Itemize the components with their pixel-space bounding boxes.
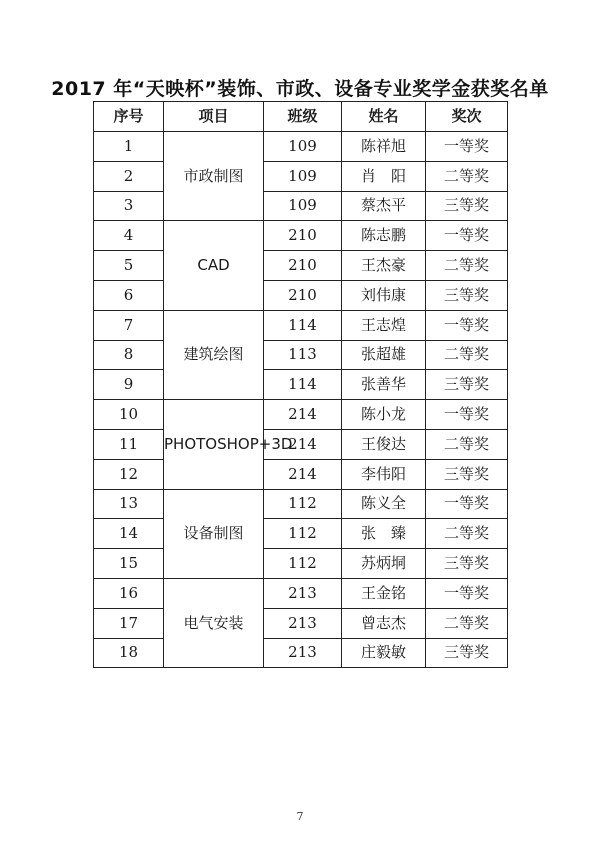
page-number: 7 [296, 810, 304, 823]
row-class: 213 [264, 638, 342, 668]
row-award: 二等奖 [426, 340, 508, 370]
table-row [94, 280, 508, 310]
row-no: 2 [94, 161, 164, 191]
project-cell: 电气安装 [164, 578, 264, 667]
row-no: 13 [94, 489, 164, 519]
row-name: 张善华 [342, 370, 426, 400]
table-row [94, 429, 508, 459]
row-class: 112 [264, 519, 342, 549]
row-no: 12 [94, 459, 164, 489]
row-name: 王俊达 [342, 429, 426, 459]
row-name: 张 臻 [342, 519, 426, 549]
project-cell: PHOTOSHOP+3D [164, 400, 264, 489]
header-row [94, 102, 508, 132]
header-name: 姓名 [342, 102, 426, 132]
row-no: 1 [94, 132, 164, 162]
row-award: 一等奖 [426, 310, 508, 340]
table-row [94, 370, 508, 400]
row-award: 二等奖 [426, 251, 508, 281]
row-award: 三等奖 [426, 191, 508, 221]
table-row [94, 459, 508, 489]
row-award: 一等奖 [426, 400, 508, 430]
row-no: 15 [94, 549, 164, 579]
row-award: 一等奖 [426, 132, 508, 162]
row-class: 114 [264, 310, 342, 340]
row-no: 10 [94, 400, 164, 430]
row-no: 8 [94, 340, 164, 370]
table-row [94, 549, 508, 579]
row-name: 庄毅敏 [342, 638, 426, 668]
row-award: 二等奖 [426, 429, 508, 459]
row-no: 4 [94, 221, 164, 251]
header-no: 序号 [94, 102, 164, 132]
row-award: 一等奖 [426, 221, 508, 251]
table-row [94, 400, 508, 430]
row-name: 刘伟康 [342, 280, 426, 310]
project-cell: 设备制图 [164, 489, 264, 578]
row-class: 213 [264, 578, 342, 608]
project-cell: 市政制图 [164, 132, 264, 221]
table-row [94, 519, 508, 549]
row-award: 二等奖 [426, 519, 508, 549]
row-award: 三等奖 [426, 370, 508, 400]
table-row [94, 191, 508, 221]
row-class: 210 [264, 221, 342, 251]
table-row [94, 489, 508, 519]
row-class: 214 [264, 429, 342, 459]
row-class: 112 [264, 549, 342, 579]
row-award: 一等奖 [426, 489, 508, 519]
row-name: 陈小龙 [342, 400, 426, 430]
row-class: 213 [264, 608, 342, 638]
row-class: 214 [264, 459, 342, 489]
row-name: 苏炳垌 [342, 549, 426, 579]
row-award: 三等奖 [426, 459, 508, 489]
row-no: 3 [94, 191, 164, 221]
row-name: 张超雄 [342, 340, 426, 370]
row-no: 18 [94, 638, 164, 668]
table-row [94, 251, 508, 281]
row-no: 7 [94, 310, 164, 340]
row-name: 蔡杰平 [342, 191, 426, 221]
row-class: 113 [264, 340, 342, 370]
row-award: 二等奖 [426, 161, 508, 191]
table-row [94, 161, 508, 191]
table-row [94, 638, 508, 668]
row-name: 李伟阳 [342, 459, 426, 489]
row-name: 王金铭 [342, 578, 426, 608]
row-name: 王杰豪 [342, 251, 426, 281]
header-award: 奖次 [426, 102, 508, 132]
row-name: 王志煌 [342, 310, 426, 340]
table-row [94, 340, 508, 370]
row-class: 214 [264, 400, 342, 430]
row-class: 109 [264, 132, 342, 162]
row-no: 11 [94, 429, 164, 459]
row-award: 三等奖 [426, 549, 508, 579]
row-award: 三等奖 [426, 638, 508, 668]
row-class: 114 [264, 370, 342, 400]
row-class: 112 [264, 489, 342, 519]
table-row [94, 310, 508, 340]
row-no: 5 [94, 251, 164, 281]
row-class: 210 [264, 251, 342, 281]
award-table [93, 101, 508, 668]
row-no: 9 [94, 370, 164, 400]
row-name: 陈义全 [342, 489, 426, 519]
table-row [94, 132, 508, 162]
row-award: 三等奖 [426, 280, 508, 310]
row-award: 一等奖 [426, 578, 508, 608]
row-name: 肖 阳 [342, 161, 426, 191]
row-class: 210 [264, 280, 342, 310]
header-project: 项目 [164, 102, 264, 132]
row-no: 17 [94, 608, 164, 638]
document-title: 2017 年“天映杯”装饰、市政、设备专业奖学金获奖名单 [51, 78, 549, 100]
project-cell: 建筑绘图 [164, 310, 264, 399]
row-no: 14 [94, 519, 164, 549]
row-no: 6 [94, 280, 164, 310]
header-class: 班级 [264, 102, 342, 132]
row-name: 陈祥旭 [342, 132, 426, 162]
table-row [94, 578, 508, 608]
row-award: 二等奖 [426, 608, 508, 638]
row-name: 陈志鹏 [342, 221, 426, 251]
table-row [94, 608, 508, 638]
project-cell: CAD [164, 221, 264, 310]
row-no: 16 [94, 578, 164, 608]
row-name: 曾志杰 [342, 608, 426, 638]
row-class: 109 [264, 161, 342, 191]
table-row [94, 221, 508, 251]
row-class: 109 [264, 191, 342, 221]
